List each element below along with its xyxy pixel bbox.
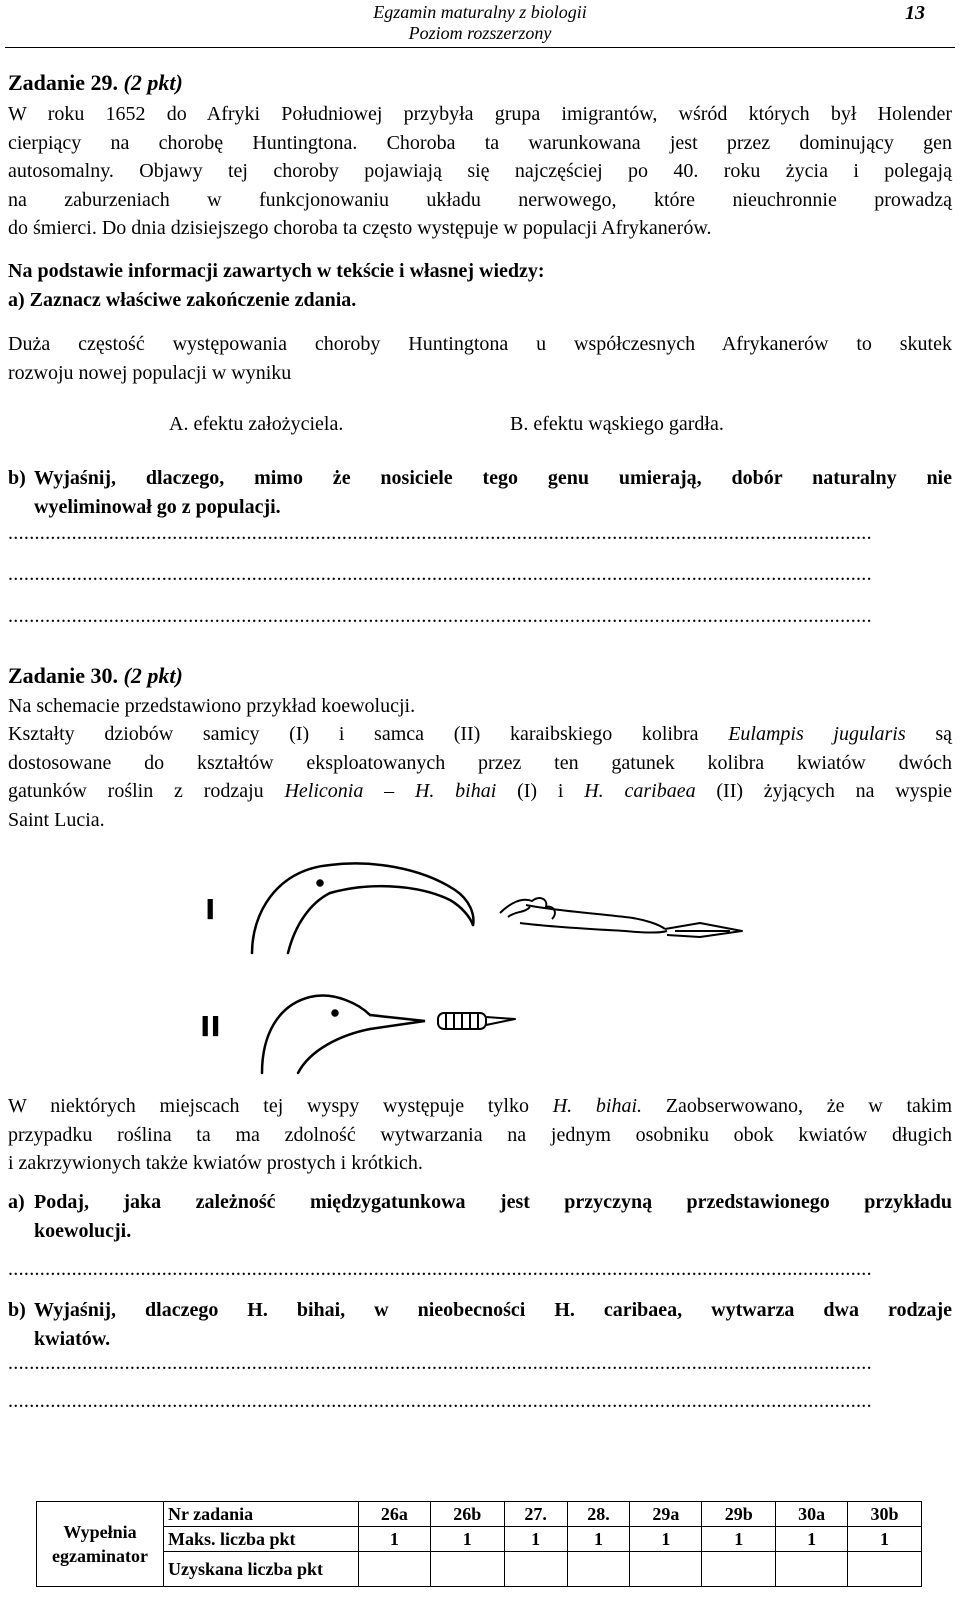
task-number-cell: 29b	[702, 1502, 776, 1527]
task-number-cell: 27.	[504, 1502, 567, 1527]
max-points-cell: 1	[630, 1527, 702, 1552]
task-number-cell: 29a	[630, 1502, 702, 1527]
task29-intro	[8, 100, 952, 243]
score-input-cell[interactable]	[630, 1552, 702, 1587]
task30b-question-line: Wyjaśnij, dlaczego H. bihai, w nieobecności H. caribaea, wytwarza dwa rodzaje	[34, 1299, 952, 1321]
answer-line[interactable]: ...................................................................................................................................................................	[8, 1390, 872, 1412]
task30b-prefix: b)	[8, 1299, 26, 1321]
table-row	[37, 1527, 922, 1552]
max-points-cell: 1	[359, 1527, 431, 1552]
examiner-cell	[37, 1502, 164, 1587]
page-number: 13	[905, 2, 925, 24]
task29b-question-line: wyeliminował go z populacji.	[34, 495, 281, 518]
paragraph-line: i zakrzywionych także kwiatów prostych i krótkich.	[8, 1152, 423, 1174]
task29-sentence-line: rozwoju nowej populacji w wyniku	[8, 361, 292, 384]
species-name: H. bihai.	[552, 1095, 643, 1117]
examiner-label: egzaminator	[52, 1546, 148, 1566]
task29-intro-line: W roku 1652 do Afryki Południowej przybyła grupa imigrantów, wśród których był Holender	[8, 103, 952, 125]
task29-sentence-line: Duża częstość występowania choroby Huntingtona u współczesnych Afrykanerów to skutek	[8, 333, 952, 355]
task30a-question-line: koewolucji.	[34, 1219, 132, 1242]
task29-title	[8, 70, 183, 96]
task29-number: Zadanie 29.	[8, 70, 119, 95]
task-number-cell: 26b	[430, 1502, 504, 1527]
task29b-prefix: b)	[8, 467, 26, 489]
task-number-cell: 28.	[567, 1502, 630, 1527]
header-rule	[5, 47, 955, 48]
answer-line[interactable]: ...................................................................................................................................................................	[8, 1352, 872, 1374]
max-points-cell: 1	[504, 1527, 567, 1552]
answer-line[interactable]: ...................................................................................................................................................................	[8, 1258, 872, 1280]
task30a-prefix: a)	[8, 1191, 25, 1213]
exam-title: Egzamin maturalny z biologii	[373, 2, 587, 22]
max-points-cell: 1	[430, 1527, 504, 1552]
score-table	[36, 1501, 922, 1587]
task30a-question	[34, 1188, 952, 1245]
score-input-cell[interactable]	[359, 1552, 431, 1587]
task29b-question-line: Wyjaśnij, dlaczego, mimo że nosiciele tego genu umierają, dobór naturalny nie	[34, 467, 952, 489]
option-a[interactable]: A. efektu założyciela.	[169, 413, 344, 435]
score-input-cell[interactable]	[776, 1552, 848, 1587]
male-hummingbird-head	[262, 996, 425, 1073]
task30-title	[8, 663, 183, 689]
max-points-cell: 1	[848, 1527, 922, 1552]
task30-paragraph-2	[8, 1092, 952, 1178]
figure-label-female: I	[205, 893, 216, 926]
female-hummingbird-head	[252, 863, 473, 953]
task-number-cell: 30a	[776, 1502, 848, 1527]
exam-header	[330, 2, 630, 44]
task29-intro-line: autosomalny. Objawy tej choroby pojawiają się najczęściej po 40. roku życia i polegają	[8, 160, 952, 182]
exam-level: Poziom rozszerzony	[408, 23, 552, 43]
figure-label-male: II	[200, 1010, 221, 1043]
task29-instruction	[8, 257, 545, 314]
task29b-question	[34, 464, 952, 521]
score-input-cell[interactable]	[504, 1552, 567, 1587]
max-points-cell: 1	[567, 1527, 630, 1552]
paragraph-line: dostosowane do kształtów eksploatowanych przez ten gatunek kolibra kwiatów dwóch	[8, 751, 952, 774]
task30-paragraph-1	[8, 720, 952, 834]
task-number-cell: 30b	[848, 1502, 922, 1527]
max-points-cell: 1	[702, 1527, 776, 1552]
task29-intro-line: do śmierci. Do dnia dzisiejszego choroba ta często występuje w populacji Afrykanerów.	[8, 217, 712, 239]
species-name: H. caribaea	[584, 780, 696, 802]
max-points-cell: 1	[776, 1527, 848, 1552]
score-input-cell[interactable]	[702, 1552, 776, 1587]
option-b[interactable]: B. efektu wąskiego gardła.	[510, 413, 724, 435]
score-input-cell[interactable]	[848, 1552, 922, 1587]
paragraph-line: Kształty dziobów samicy (I) i samca (II) karaibskiego kolibra Eulampis jugularis są	[8, 723, 952, 745]
row-label: Uzyskana liczba pkt	[164, 1552, 359, 1587]
paragraph-line: przypadku roślina ta ma zdolność wytwarzania na jednym osobniku obok kwiatów długich	[8, 1123, 952, 1146]
task29-intro-line: cierpiący na chorobę Huntingtona. Choroba ta warunkowana jest przez dominujący gen	[8, 131, 952, 154]
task29-sentence	[8, 330, 952, 387]
genus-name: Heliconia	[284, 780, 364, 802]
task30-schema-note: Na schemacie przedstawiono przykład koewolucji.	[8, 695, 416, 717]
answer-line[interactable]: ...................................................................................................................................................................	[8, 605, 872, 627]
task29-instruction-line: Na podstawie informacji zawartych w tekście i własnej wiedzy:	[8, 260, 545, 282]
score-table-wrapper	[36, 1501, 922, 1587]
paragraph-line: Saint Lucia.	[8, 808, 105, 831]
species-name: H. bihai	[414, 780, 497, 802]
table-row	[37, 1502, 922, 1527]
task30a-question-line: Podaj, jaka zależność międzygatunkowa jest przyczyną przedstawionego przykładu	[34, 1191, 952, 1213]
examiner-label: Wypełnia	[63, 1522, 137, 1542]
task29-intro-line: na zaburzeniach w funkcjonowaniu układu nerwowego, które nieuchronnie prowadzą	[8, 188, 952, 211]
species-name: Eulampis jugularis	[728, 723, 906, 745]
row-label: Maks. liczba pkt	[164, 1527, 359, 1552]
table-row	[37, 1552, 922, 1587]
task29-points: (2 pkt)	[123, 70, 183, 95]
row-label: Nr zadania	[164, 1502, 359, 1527]
coevolution-figure	[170, 855, 790, 1080]
task30b-question-line: kwiatów.	[34, 1327, 111, 1350]
task30-number: Zadanie 30.	[8, 663, 119, 688]
task30-points: (2 pkt)	[123, 663, 183, 688]
answer-line[interactable]: ...................................................................................................................................................................	[8, 522, 872, 544]
task30b-question	[34, 1296, 952, 1353]
score-input-cell[interactable]	[430, 1552, 504, 1587]
paragraph-line: gatunków roślin z rodzaju Heliconia – H. bihai (I) i H. caribaea (II) żyjących na wyspie	[8, 780, 953, 802]
paragraph-line: W niektórych miejscach tej wyspy występuje tylko H. bihai. Zaobserwowano, że w takim	[8, 1095, 953, 1117]
straight-flower-caribaea	[438, 1013, 515, 1029]
task-number-cell: 26a	[359, 1502, 431, 1527]
answer-line[interactable]: ...................................................................................................................................................................	[8, 563, 872, 585]
task29a-instruction: a) Zaznacz właściwe zakończenie zdania.	[8, 288, 357, 311]
curved-flower-bihai	[500, 898, 742, 937]
score-input-cell[interactable]	[567, 1552, 630, 1587]
